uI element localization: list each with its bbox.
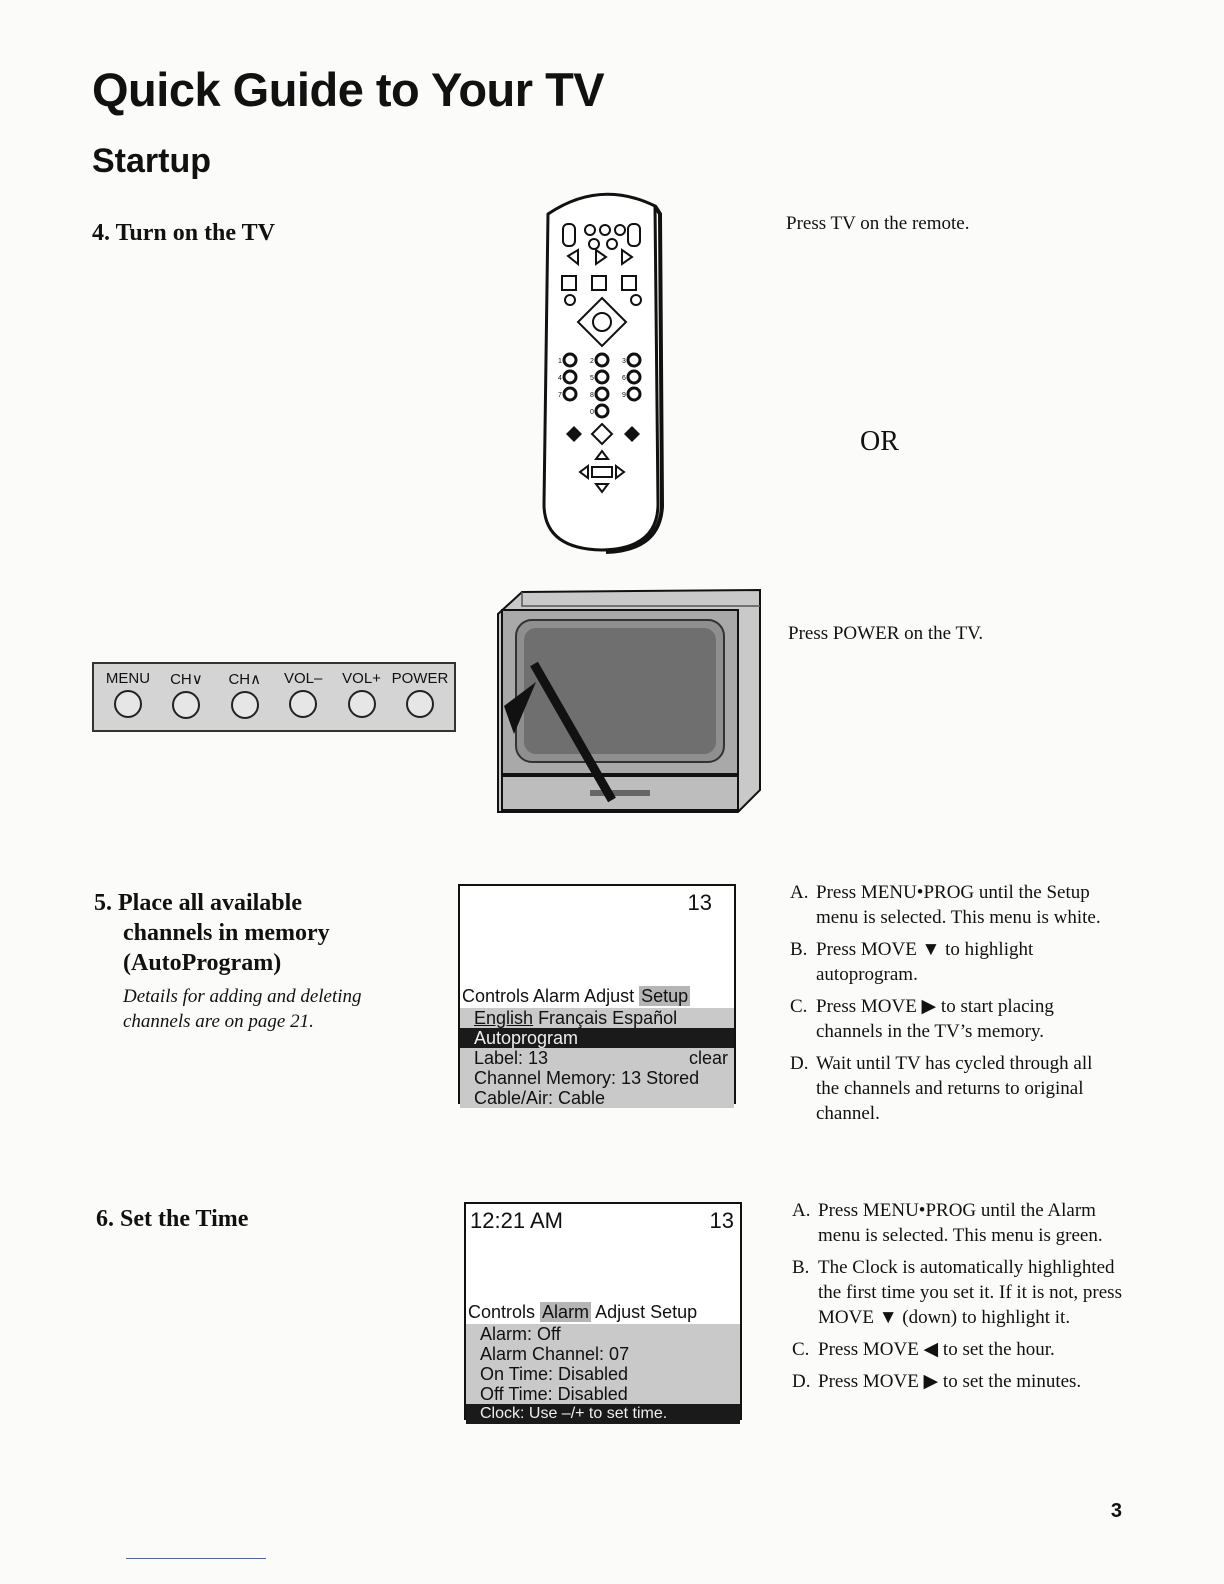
label-value: Label: 13 [474,1048,549,1068]
channel-number: 13 [687,890,712,915]
step6-instructions [792,1198,1122,1401]
language-row [460,1008,734,1028]
tv-illustration [494,586,766,814]
label-row [460,1048,734,1068]
panel-button-label: POWER [391,670,449,687]
remote-key-label: 8 [590,392,594,399]
menu-bar [460,984,734,1008]
lang-espanol: Español [612,1008,678,1028]
step5-heading-line: channels in memory [123,920,330,946]
panel-button-circle-icon [114,690,142,718]
channel-memory-row: Channel Memory: 13 Stored [460,1068,734,1088]
menu-alarm: Alarm [533,986,581,1006]
lang-francais: Français [538,1008,608,1028]
step6-heading: 6. Set the Time [96,1206,249,1232]
instruction-letter: A. [792,1200,811,1221]
instruction-letter: C. [792,1339,810,1360]
remote-key-label: 2 [590,358,594,365]
panel-button-circle-icon [406,690,434,718]
panel-button-circle-icon [289,690,317,718]
instruction-letter: A. [790,882,809,903]
remote-key-label: 3 [622,358,626,365]
instruction-letter: D. [790,1053,809,1074]
remote-key-label: 0 [590,409,594,416]
menu-adjust: Adjust [584,986,635,1006]
instruction-text: Press MOVE ▶ to set the minutes. [818,1371,1082,1392]
alarm-channel-row: Alarm Channel: 07 [466,1344,740,1364]
remote-instruction: Press TV on the remote. [786,213,970,234]
channel-number: 13 [709,1208,734,1233]
tv-front-panel [92,662,456,732]
clock-row: Clock: Use –/+ to set time. [466,1404,740,1424]
page-number: 3 [1110,1500,1122,1522]
autoprogram-row: Autoprogram [460,1028,734,1048]
instruction-letter: B. [790,939,808,960]
label-clear: clear [688,1048,728,1068]
instruction-item [792,1337,1122,1362]
panel-button-label: VOL+ [342,670,381,687]
remote-key-label: 4 [558,375,562,382]
instruction-item [792,1255,1122,1330]
instruction-text: Press MOVE ◀ to set the hour. [818,1339,1055,1360]
panel-button-circle-icon [231,691,259,719]
panel-button [217,670,273,719]
menu-adjust: Adjust [595,1302,646,1322]
step4-heading: 4. Turn on the TV [92,220,275,246]
menu-alarm: Alarm [542,1302,590,1322]
instruction-item [792,1198,1122,1248]
clock-time: 12:21 AM [470,1208,563,1233]
instruction-item [790,880,1120,930]
panel-button-label: MENU [105,670,151,687]
menu-setup: Setup [641,986,689,1006]
panel-button-circle-icon [348,690,376,718]
instruction-letter: D. [792,1371,811,1392]
instruction-text: Press MENU•PROG until the Setup menu is selected. This menu is white. [816,882,1101,928]
remote-key-label: 7 [558,392,562,399]
panel-button-label: CH∧ [228,671,262,688]
step5-heading [94,888,362,1034]
menu-setup: Setup [650,1302,698,1322]
panel-button [392,670,448,719]
remote-illustration [530,184,670,554]
instruction-item [790,937,1120,987]
alarm-row: Alarm: Off [466,1324,740,1344]
panel-button [275,670,331,719]
panel-button [334,670,390,719]
menu-bar [466,1300,740,1324]
on-time-row: On Time: Disabled [466,1364,740,1384]
step5-heading-line: (AutoProgram) [123,950,282,976]
remote-key-label: 9 [622,392,626,399]
or-text: OR [860,426,899,457]
off-time-row: Off Time: Disabled [466,1384,740,1404]
instruction-item [790,1051,1120,1126]
remote-key-label: 6 [622,375,626,382]
cable-air-row: Cable/Air: Cable [460,1088,734,1108]
page-title: Quick Guide to Your TV [92,63,605,116]
instruction-item [792,1369,1122,1394]
tv-instruction: Press POWER on the TV. [788,623,984,644]
footer-rule [126,1558,266,1559]
instruction-text: The Clock is automatically highlighted the first time you set it. If it is not, press MOVE ▼ (down) to highlight it. [818,1257,1122,1328]
clock-screen [464,1202,742,1420]
instruction-letter: C. [790,996,808,1017]
instruction-text: Wait until TV has cycled through all the channels and returns to original channel. [816,1053,1093,1124]
step5-heading-line: 5. Place all available [94,890,302,916]
step5-instructions [790,880,1120,1133]
panel-button-label: CH∨ [170,671,203,688]
menu-controls: Controls [468,1302,536,1322]
clock-screen-header [466,1204,740,1284]
panel-button-label: VOL– [283,670,323,687]
panel-button [100,670,156,719]
panel-button [158,670,214,719]
menu-controls: Controls [462,986,530,1006]
remote-key-label: 1 [558,358,562,365]
instruction-text: Press MENU•PROG until the Alarm menu is selected. This menu is green. [818,1200,1103,1246]
lang-english: English [474,1008,534,1028]
autoprogram-screen [458,884,736,1108]
remote-key-label: 5 [590,375,594,382]
section-title: Startup [92,142,211,180]
panel-button-circle-icon [172,691,200,719]
step5-note-line: Details for adding and deleting [123,986,362,1007]
instruction-letter: B. [792,1257,810,1278]
instruction-text: Press MOVE ▼ to highlight autoprogram. [816,939,1034,985]
instruction-item [790,994,1120,1044]
instruction-text: Press MOVE ▶ to start placing channels in the TV’s memory. [816,996,1054,1042]
step5-note-line: channels are on page 21. [123,1011,314,1032]
